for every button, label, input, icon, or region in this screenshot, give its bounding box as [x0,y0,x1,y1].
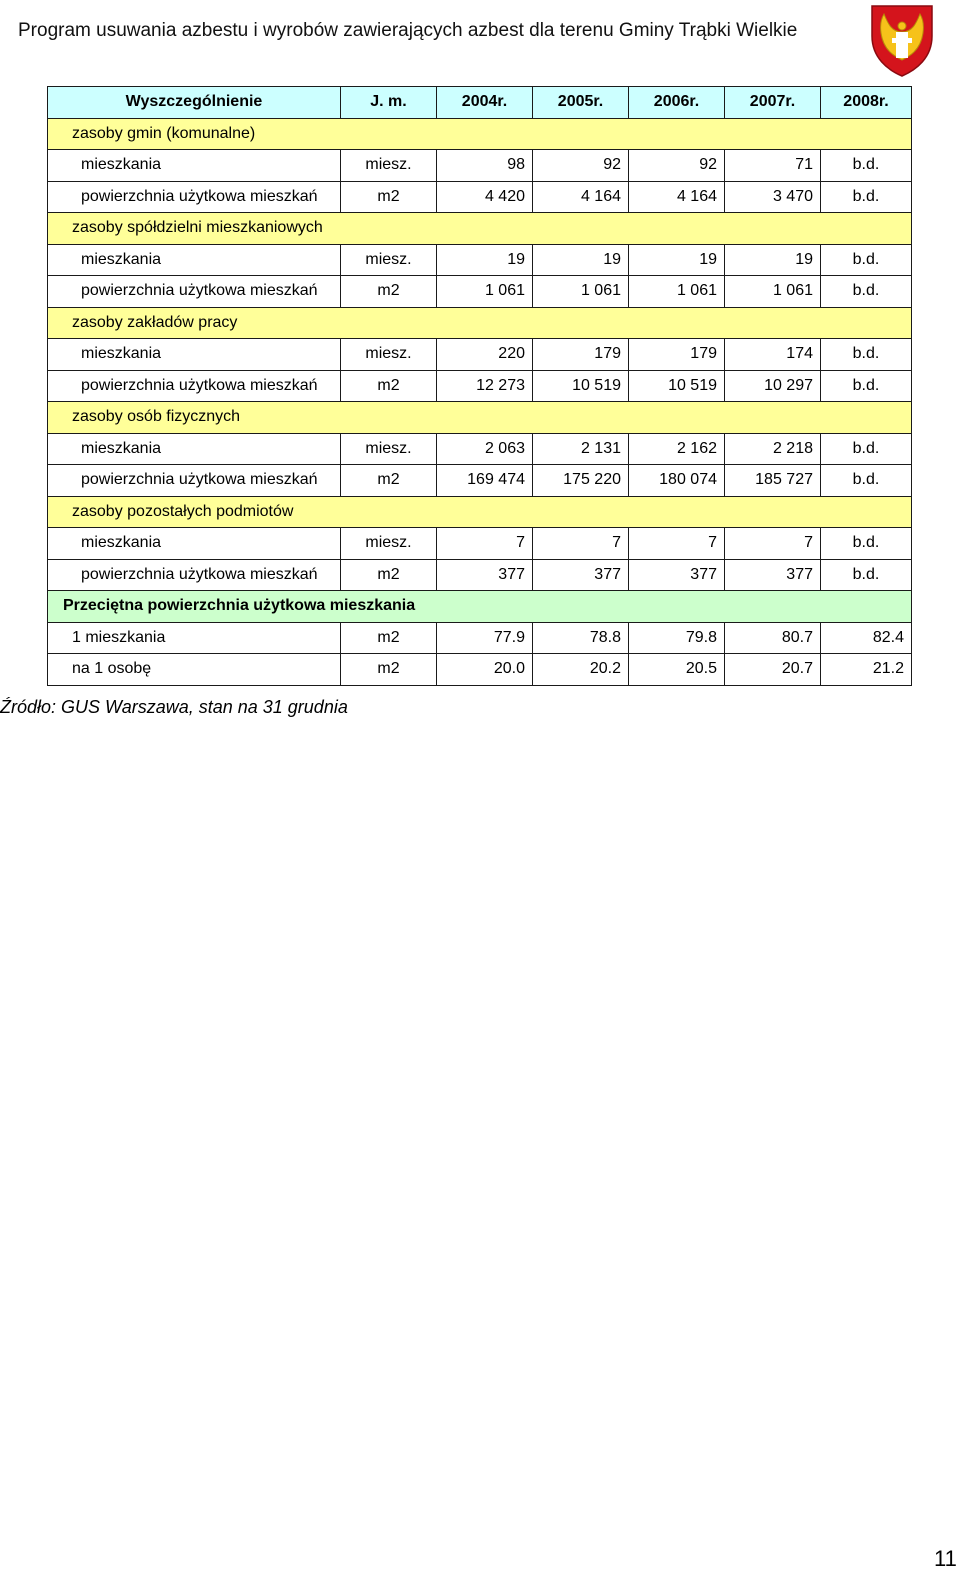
page-header-title: Program usuwania azbestu i wyrobów zawierających azbest dla terenu Gminy Trąbki Wielkie [18,20,798,41]
value-cell: 7 [629,528,725,560]
source-note: Źródło: GUS Warszawa, stan na 31 grudnia [0,697,348,717]
section-header-row [48,591,912,623]
table-row [48,528,912,560]
row-label: mieszkania [48,528,341,560]
section-header-row [48,496,912,528]
row-label: powierzchnia użytkowa mieszkań [48,276,341,308]
row-unit: miesz. [341,528,437,560]
row-unit: m2 [341,276,437,308]
row-unit: miesz. [341,150,437,182]
value-cell: 1 061 [533,276,629,308]
value-cell: 220 [437,339,533,371]
value-cell: 19 [725,244,821,276]
value-cell: 2 131 [533,433,629,465]
value-cell: b.d. [821,433,912,465]
value-cell: b.d. [821,465,912,497]
housing-data-table [47,86,912,686]
table-row [48,244,912,276]
table-row [48,181,912,213]
table-row [48,276,912,308]
table-row [48,339,912,371]
value-cell: b.d. [821,244,912,276]
table-row [48,370,912,402]
value-cell: 169 474 [437,465,533,497]
row-unit: m2 [341,622,437,654]
column-header: 2005r. [533,87,629,119]
section-header-row [48,402,912,434]
column-header: 2007r. [725,87,821,119]
row-label: mieszkania [48,150,341,182]
row-label: powierzchnia użytkowa mieszkań [48,181,341,213]
row-label: powierzchnia użytkowa mieszkań [48,370,341,402]
value-cell: 80.7 [725,622,821,654]
value-cell: 377 [437,559,533,591]
value-cell: 71 [725,150,821,182]
value-cell: 19 [629,244,725,276]
table-row [48,465,912,497]
value-cell: 377 [629,559,725,591]
value-cell: 7 [437,528,533,560]
table-row [48,622,912,654]
value-cell: 10 297 [725,370,821,402]
section-title: zasoby pozostałych podmiotów [48,496,912,528]
section-title: Przeciętna powierzchnia użytkowa mieszkania [48,591,912,623]
section-header-row [48,118,912,150]
value-cell: 185 727 [725,465,821,497]
section-title: zasoby zakładów pracy [48,307,912,339]
value-cell: 10 519 [533,370,629,402]
value-cell: 19 [437,244,533,276]
value-cell: 78.8 [533,622,629,654]
row-label: powierzchnia użytkowa mieszkań [48,465,341,497]
value-cell: 377 [533,559,629,591]
column-header: 2006r. [629,87,725,119]
value-cell: 20.5 [629,654,725,686]
value-cell: 2 218 [725,433,821,465]
value-cell: 1 061 [629,276,725,308]
page-number: 11 [934,1546,957,1571]
row-unit: miesz. [341,339,437,371]
coat-of-arms-icon [864,2,940,78]
table-row [48,559,912,591]
column-header: Wyszczególnienie [48,87,341,119]
section-title: zasoby gmin (komunalne) [48,118,912,150]
value-cell: 82.4 [821,622,912,654]
value-cell: 20.7 [725,654,821,686]
value-cell: b.d. [821,181,912,213]
value-cell: 4 164 [533,181,629,213]
value-cell: 92 [533,150,629,182]
row-unit: m2 [341,181,437,213]
value-cell: 12 273 [437,370,533,402]
value-cell: 77.9 [437,622,533,654]
table-row [48,433,912,465]
value-cell: 4 420 [437,181,533,213]
value-cell: 179 [533,339,629,371]
row-label: mieszkania [48,339,341,371]
column-header: 2004r. [437,87,533,119]
value-cell: 1 061 [725,276,821,308]
value-cell: 4 164 [629,181,725,213]
value-cell: 7 [533,528,629,560]
value-cell: 92 [629,150,725,182]
value-cell: 1 061 [437,276,533,308]
value-cell: 179 [629,339,725,371]
row-label: na 1 osobę [48,654,341,686]
value-cell: 2 063 [437,433,533,465]
value-cell: 377 [725,559,821,591]
value-cell: b.d. [821,339,912,371]
value-cell: 79.8 [629,622,725,654]
row-label: mieszkania [48,244,341,276]
value-cell: b.d. [821,370,912,402]
row-unit: m2 [341,559,437,591]
value-cell: 180 074 [629,465,725,497]
table-row [48,150,912,182]
section-title: zasoby spółdzielni mieszkaniowych [48,213,912,245]
row-unit: m2 [341,370,437,402]
row-label: 1 mieszkania [48,622,341,654]
value-cell: 10 519 [629,370,725,402]
row-label: mieszkania [48,433,341,465]
value-cell: 20.2 [533,654,629,686]
value-cell: b.d. [821,150,912,182]
section-header-row [48,213,912,245]
row-unit: miesz. [341,244,437,276]
value-cell: 21.2 [821,654,912,686]
value-cell: 98 [437,150,533,182]
row-unit: miesz. [341,433,437,465]
table-header-row [48,87,912,119]
value-cell: b.d. [821,276,912,308]
row-unit: m2 [341,654,437,686]
section-header-row [48,307,912,339]
row-label: powierzchnia użytkowa mieszkań [48,559,341,591]
value-cell: 2 162 [629,433,725,465]
value-cell: 19 [533,244,629,276]
row-unit: m2 [341,465,437,497]
value-cell: 175 220 [533,465,629,497]
column-header: J. m. [341,87,437,119]
value-cell: 3 470 [725,181,821,213]
table-row [48,654,912,686]
section-title: zasoby osób fizycznych [48,402,912,434]
value-cell: b.d. [821,528,912,560]
value-cell: b.d. [821,559,912,591]
value-cell: 174 [725,339,821,371]
column-header: 2008r. [821,87,912,119]
value-cell: 7 [725,528,821,560]
value-cell: 20.0 [437,654,533,686]
